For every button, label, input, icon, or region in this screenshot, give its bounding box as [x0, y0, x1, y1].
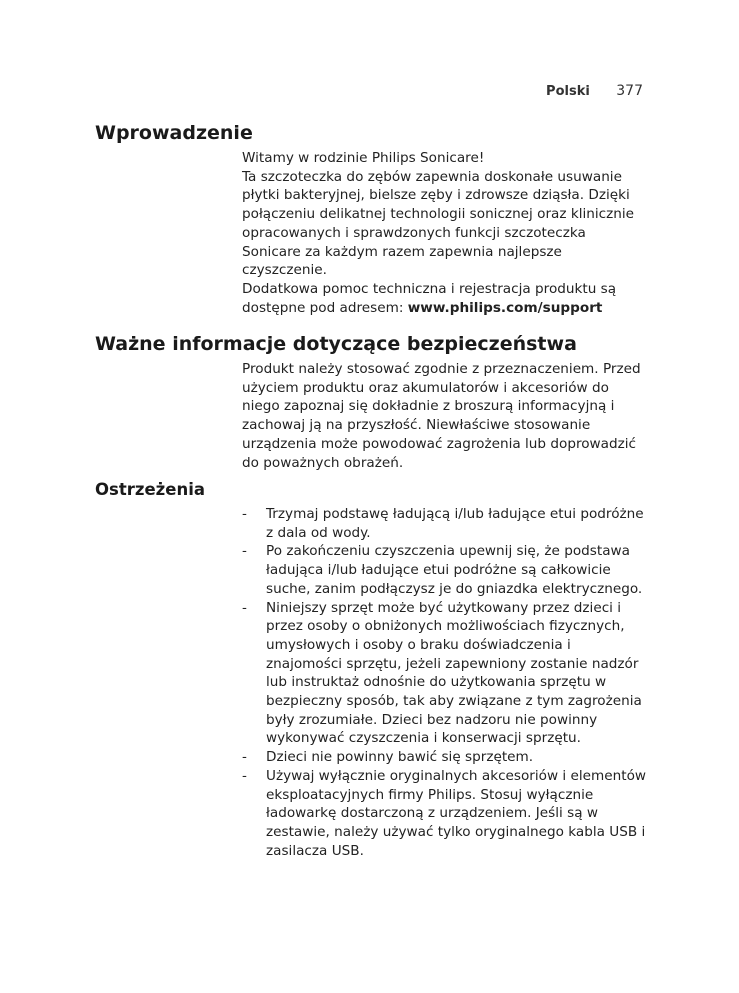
warning-item: [242, 542, 646, 598]
bullet-dash: -: [242, 767, 247, 784]
warning-text: Niniejszy sprzęt może być użytkowany przez dzieci i przez osoby o obniżonych możliwościach fizycznych, umysłowych i osoby o braku doświadczenia i znajomości sprzętu, jeżeli zapewniony zostanie nadzór lub instruktaż odnośnie do użytkowania sprzętu w bezpieczny sposób, tak aby związane z tym zagrożenia były zrozumiałe. Dzieci bez nadzoru nie powinny wykonywać czyszczenia i konserwacji sprzętu.: [266, 599, 642, 747]
warning-item: [242, 599, 646, 749]
intro-heading: Wprowadzenie: [95, 122, 253, 144]
bullet-dash: -: [242, 506, 247, 522]
safety-section: [242, 360, 646, 472]
warnings-section: [242, 505, 646, 860]
intro-support: [242, 280, 646, 317]
warning-text: Po zakończeniu czyszczenia upewnij się, że podstawa ładująca i/lub ładujące etui podróżne są całkowicie suche, zanim podłączysz je do gniazdka elektrycznego.: [266, 543, 643, 597]
intro-welcome: Witamy w rodzinie Philips Sonicare!: [242, 150, 485, 166]
safety-text: Produkt należy stosować zgodnie z przeznaczeniem. Przed użyciem produktu oraz akumulatorów i akcesoriów do niego zapoznaj się dokładnie z broszurą informacyjną i zachowaj ją na przyszłość. Niewłaściwe stosowanie urządzenia może powodować zagrożenia lub doprowadzić do poważnych obrażeń.: [242, 361, 641, 471]
warnings-list: [242, 505, 646, 860]
warning-text: Dzieci nie powinny bawić się sprzętem.: [266, 749, 534, 766]
warning-text: Używaj wyłącznie oryginalnych akcesoriów i elementów eksploatacyjnych firmy Philips. Stosuj wyłącznie ładowarkę dostarczoną z urządzeniem. Jeśli są w zestawie, należy używać tylko oryginalnego kabla USB i zasilacza USB.: [266, 767, 647, 859]
safety-heading: Ważne informacje dotyczące bezpieczeństwa: [95, 333, 577, 355]
warning-item: [242, 505, 646, 542]
warnings-heading: Ostrzeżenia: [95, 480, 205, 499]
page-number: 377: [616, 83, 643, 99]
warning-text: Trzymaj podstawę ładującą i/lub ładujące etui podróżne z dala od wody.: [266, 506, 644, 541]
support-url-link[interactable]: www.philips.com/support: [407, 299, 603, 316]
intro-support-text: Dodatkowa pomoc techniczna i rejestracja produktu są dostępne pod adresem:: [242, 280, 617, 316]
warning-item: [242, 748, 646, 767]
header-language: Polski: [546, 84, 590, 99]
page-header: [546, 82, 643, 101]
intro-description: Ta szczoteczka do zębów zapewnia doskonałe usuwanie płytki bakteryjnej, bielsze zęby i zdrowsze dziąsła. Dzięki połączeniu delikatnej technologii sonicznej oraz klinicznie opracowanych i sprawdzonych funkcji szczoteczka Sonicare za każdym razem zapewnia najlepsze czyszczenie.: [242, 168, 635, 279]
bullet-dash: -: [242, 599, 247, 616]
bullet-dash: -: [242, 749, 247, 766]
warning-item: [242, 767, 646, 861]
intro-section: [242, 149, 646, 317]
bullet-dash: -: [242, 543, 247, 560]
